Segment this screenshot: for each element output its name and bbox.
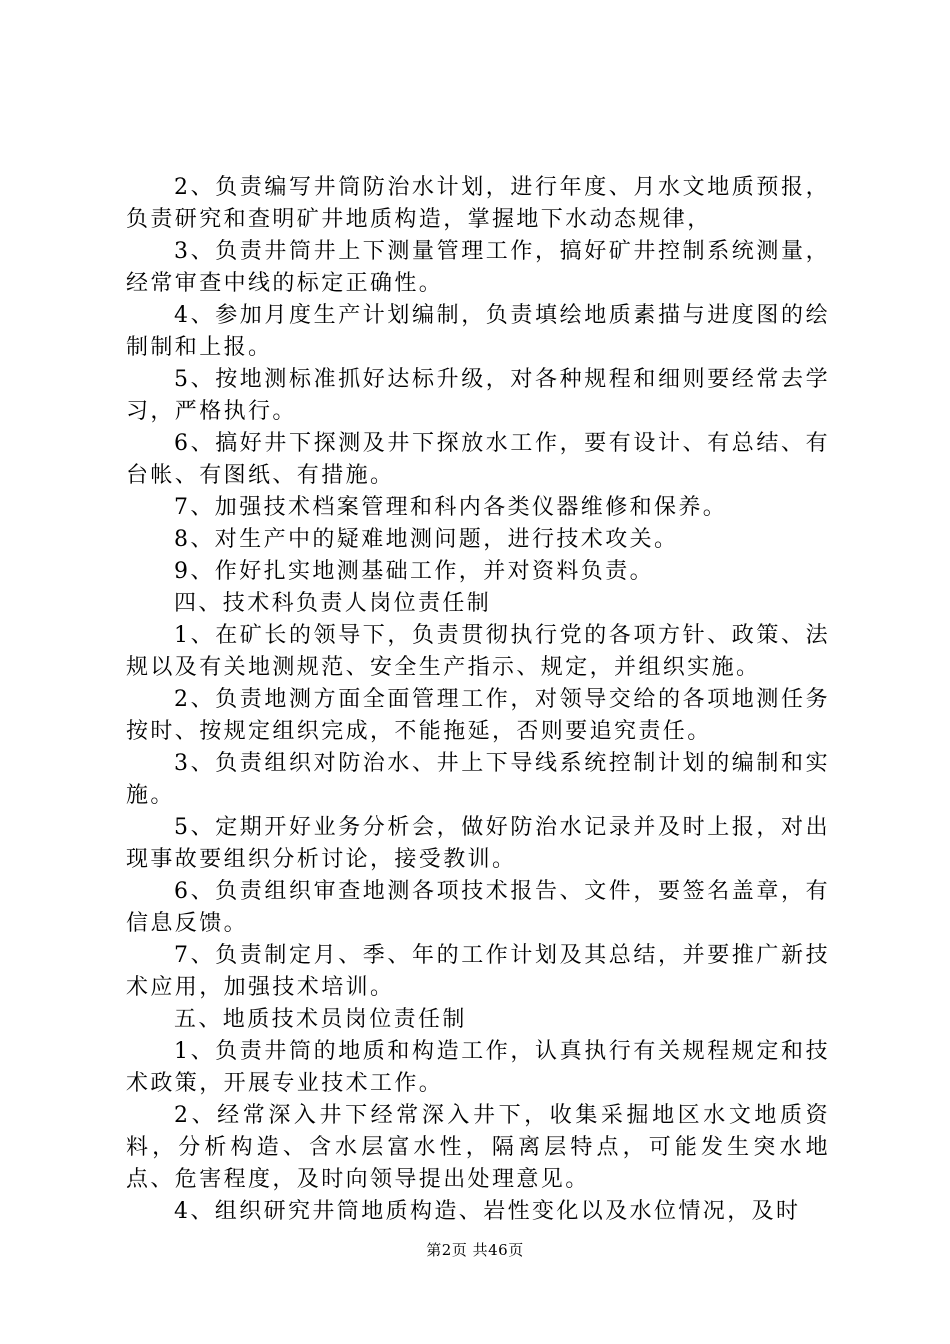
paragraph-item-3: 3、负责井筒井上下测量管理工作，搞好矿井控制系统测量，经常审查中线的标定正确性。 [126,239,830,296]
paragraph-item-8: 8、对生产中的疑难地测问题，进行技术攻关。 [174,527,679,552]
paragraph-item-6: 6、搞好井下探测及井下探放水工作，要有设计、有总结、有台帐、有图纸、有措施。 [126,431,830,488]
paragraph-item-9: 9、作好扎实地测基础工作，并对资料负责。 [174,559,654,584]
paragraph-item-4: 4、参加月度生产计划编制，负责填绘地质素描与进度图的绘制制和上报。 [126,303,830,360]
paragraph-item-5: 5、定期开好业务分析会，做好防治水记录并及时上报，对出现事故要组织分析讨论，接受教训。 [126,815,830,872]
paragraph-item-1: 1、在矿长的领导下，负责贯彻执行党的各项方针、政策、法规以及有关地测规范、安全生产指示、规定，并组织实施。 [126,623,830,680]
paragraph-item-2: 2、负责编写井筒防治水计划，进行年度、月水文地质预报，负责研究和查明矿井地质构造，掌握地下水动态规律， [126,175,830,232]
paragraph-item-3: 3、负责组织对防治水、井上下导线系统控制计划的编制和实施。 [126,751,830,808]
paragraph-item-7: 7、加强技术档案管理和科内各类仪器维修和保养。 [174,495,728,520]
paragraph-item-1: 1、负责井筒的地质和构造工作，认真执行有关规程规定和技术政策，开展专业技术工作。 [126,1039,830,1096]
page-number-footer: 第2页 共46页 [426,1241,524,1259]
paragraph-item-2: 2、经常深入井下经常深入井下，收集采掘地区水文地质资料，分析构造、含水层富水性，隔离层特点，可能发生突水地点、危害程度，及时向领导提出处理意见。 [126,1103,830,1192]
paragraph-item-5: 5、按地测标准抓好达标升级，对各种规程和细则要经常去学习，严格执行。 [126,367,830,424]
paragraph-item-4: 4、组织研究井筒地质构造、岩性变化以及水位情况，及时 [174,1199,801,1224]
section-heading-4: 四、技术科负责人岗位责任制 [174,591,492,616]
paragraph-item-6: 6、负责组织审查地测各项技术报告、文件，要签名盖章，有信息反馈。 [126,879,830,936]
document-body [126,172,830,1228]
section-heading-5: 五、地质技术员岗位责任制 [174,1007,467,1032]
paragraph-item-7: 7、负责制定月、季、年的工作计划及其总结，并要推广新技术应用，加强技术培训。 [126,943,830,1000]
paragraph-item-2: 2、负责地测方面全面管理工作，对领导交给的各项地测任务按时、按规定组织完成，不能拖延，否则要追究责任。 [126,687,830,744]
